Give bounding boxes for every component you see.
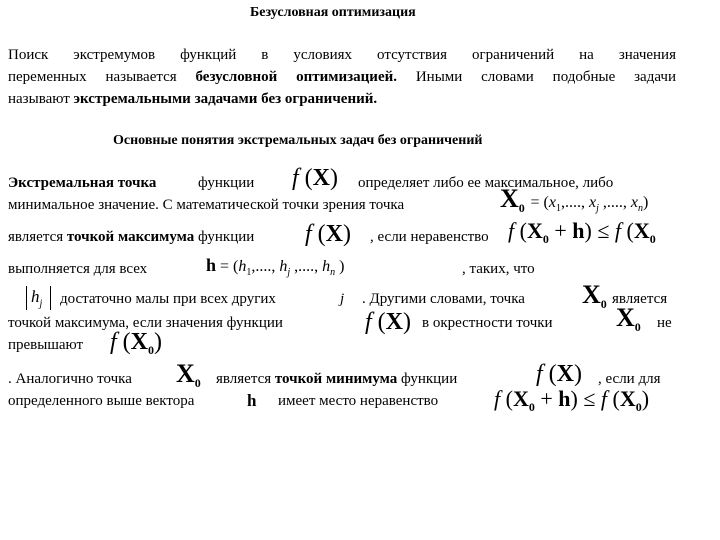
formula-X0-vector: $X_0 = (x_1$,...., $x_j$ ,...., $x_n$) [500,184,649,215]
p1-t3: минимальное значение. С математической точки зрения точка [8,197,405,213]
formula-hj: $h_j$ [31,287,43,310]
intro-line-2-bold: безусловной оптимизацией. [195,69,397,85]
p1-t11: является [612,291,668,307]
p1-t9: достаточно малы при всех других [60,291,276,307]
p1-t1: функции [198,175,255,191]
term-minimum-point: точкой минимума [274,371,398,387]
formula-fX-4: f (X) [536,361,583,387]
p1-t2: определяет либо ее максимальное, либо [358,175,614,191]
intro-line-2-pre: переменных называется [8,69,196,85]
p2-line1-mid [216,372,457,387]
p2-t6: имеет место неравенство [278,393,439,409]
page-title: Безусловная оптимизация [250,5,416,20]
p2-t3: функции [400,371,458,387]
p2-t4: , если для [598,371,661,387]
formula-max-inequality: f $(X_0 + h) \le f$ ($X_0$ [508,218,656,246]
term-extremal-point: Экстремальная точка [8,175,157,191]
intro-line-3 [8,92,377,107]
intro-line-2-post: Иными словами подобные задачи [397,69,676,85]
section-subtitle: Основные понятия экстремальных задач без ограничений [113,133,483,148]
p1-t4: является [8,229,64,245]
formula-min-inequality: f $(X_0 + h) \le f$ $(X_0)$ [494,386,650,414]
p1-t10: . Другими словами, точка [362,291,525,307]
intro-line-3-bold: экстремальными задачами без ограничений. [73,91,378,107]
p1-line3 [8,230,254,245]
formula-h: h [247,391,257,410]
p2-t5: определенного выше вектора [8,393,195,409]
p1-t13: в окрестности точки [422,315,553,331]
formula-fX0-a: f $(X_0)$ [110,329,163,357]
intro-line-1: Поиск экстремумов функций в условиях отсутствия ограничений на значения [8,47,676,63]
formula-j: j [340,291,345,307]
term-maximum-point: точкой максимума [66,229,195,245]
abs-bar-left [26,286,27,310]
p1-t12: точкой максимума, если значения функции [8,315,283,331]
p1-t8: , таких, что [462,261,535,277]
formula-X0-c: $X_0$ [176,359,201,390]
intro-line-2 [8,70,676,85]
formula-h-vector: $h = (h_1$,...., $h_j$ ,...., $h_n$ ) [206,255,345,279]
intro-line-3-pre: называют [8,91,74,107]
formula-fX-2: f (X) [305,221,352,247]
p1-t5: функции [198,229,255,245]
formula-X0-a: $X_0$ [582,280,607,311]
p2-t2: является [216,371,272,387]
p1-t6: , если неравенство [370,229,489,245]
formula-X0-b: $X_0$ [616,303,641,334]
abs-bar-right [50,286,51,310]
formula-fX-1: f (X) [292,165,339,191]
p1-t14: не [657,315,672,331]
p1-t15: превышают [8,337,84,353]
p2-t1: . Аналогично точка [8,371,132,387]
formula-fX-3: f (X) [365,309,412,335]
p1-t7: выполняется для всех [8,261,148,277]
